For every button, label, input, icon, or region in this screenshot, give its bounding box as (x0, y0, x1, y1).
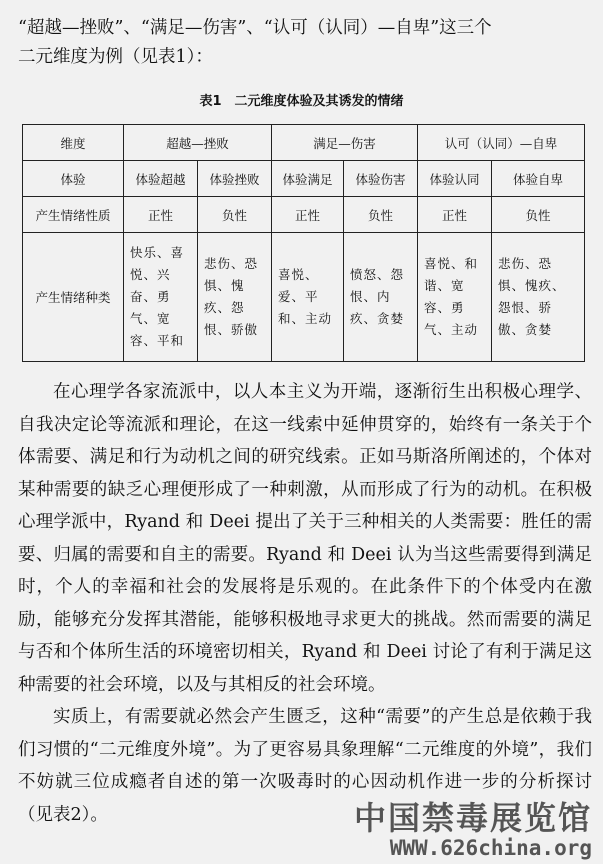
table-row-label: 产生情绪性质 (23, 197, 124, 233)
table-header-cell: 认可（认同）—自卑 (418, 125, 585, 161)
table-header-row (23, 125, 585, 161)
table-cell: 体验认同 (418, 161, 492, 197)
table-cell: 负性 (198, 197, 272, 233)
table-row-label: 产生情绪种类 (23, 233, 124, 362)
table-row-label: 体验 (23, 161, 124, 197)
watermark (300, 800, 600, 864)
table-header-cell: 超越—挫败 (124, 125, 272, 161)
table-cell: 体验挫败 (198, 161, 272, 197)
table-cell: 负性 (492, 197, 585, 233)
table-cell: 正性 (124, 197, 198, 233)
table-cell: 维度 (23, 125, 124, 161)
table-cell: 正性 (418, 197, 492, 233)
table-cell: 愤怒、怨恨、内疚、贪婪 (344, 233, 418, 362)
table-row (23, 197, 585, 233)
table-cell: 悲伤、恐惧、愧疚、怨恨、骄傲、贪婪 (492, 233, 585, 362)
intro-line-1: “超越—挫败”、“满足—伤害”、“认可（认同）—自卑”这三个 (18, 18, 492, 38)
table-cell: 体验伤害 (344, 161, 418, 197)
table-cell: 体验自卑 (492, 161, 585, 197)
table-cell: 喜悦、和谐、宽容、勇气、主动 (418, 233, 492, 362)
table-cell: 体验满足 (272, 161, 344, 197)
table-caption: 表1 二元维度体验及其诱发的情绪 (199, 94, 404, 109)
watermark-url: WWW.626china.org (389, 836, 592, 860)
paragraph: 在心理学各家流派中，以人本主义为开端，逐渐衍生出积极心理学、自我决定论等流派和理论，在这一线索中延伸贯穿的，始终有一条关于个体需要、满足和行为动机之间的研究线索。正如马斯洛所阐述的，个体对某种需要的缺乏心理便形成了一种刺激，从而形成了行为的动机。在积极心理学派中，Ryand 和 Deei 提出了关于三种相关的人类需要：胜任的需要、归属的需要和自主的需要。Ryand 和 Deei 认为当这些需要得到满足时，个人的幸福和社会的发展将是乐观的。在此条件下的个体受内在激励，能够充分发挥其潜能，能够积极地寻求更大的挑战。然而需要的满足与否和个体所生活的环境密切相关，Ryand 和 Deei 讨论了有利于满足这种需要的社会环境，以及与其相反的社会环境。 (18, 382, 592, 695)
intro-text (18, 14, 590, 72)
intro-line-2: 二元维度为例（见表1）： (18, 47, 213, 67)
table-cell: 喜悦、爱、平和、主动 (272, 233, 344, 362)
table-row (23, 161, 585, 197)
watermark-title: 中国禁毒展览馆 (353, 799, 592, 837)
table-cell: 正性 (272, 197, 344, 233)
paragraph: 实质上，有需要就必然会产生匮乏，这种“需要”的产生总是依赖于我们习惯的“二元维度外境”。为了更容易具象理解“二元维度的外境”，我们不妨就三位成瘾者自述的第一次吸毒时的心因动机作进一步的分析探讨（见表2）。 (18, 707, 592, 825)
table-cell: 快乐、喜悦、兴奋、勇气、宽容、平和 (124, 233, 198, 362)
table-cell: 悲伤、恐惧、愧疚、怨恨、骄傲 (198, 233, 272, 362)
table-cell: 负性 (344, 197, 418, 233)
table-header-cell: 满足—伤害 (272, 125, 418, 161)
emotion-dimension-table (22, 124, 585, 362)
table-row (23, 233, 585, 362)
table-cell: 体验超越 (124, 161, 198, 197)
body-text (18, 376, 592, 831)
